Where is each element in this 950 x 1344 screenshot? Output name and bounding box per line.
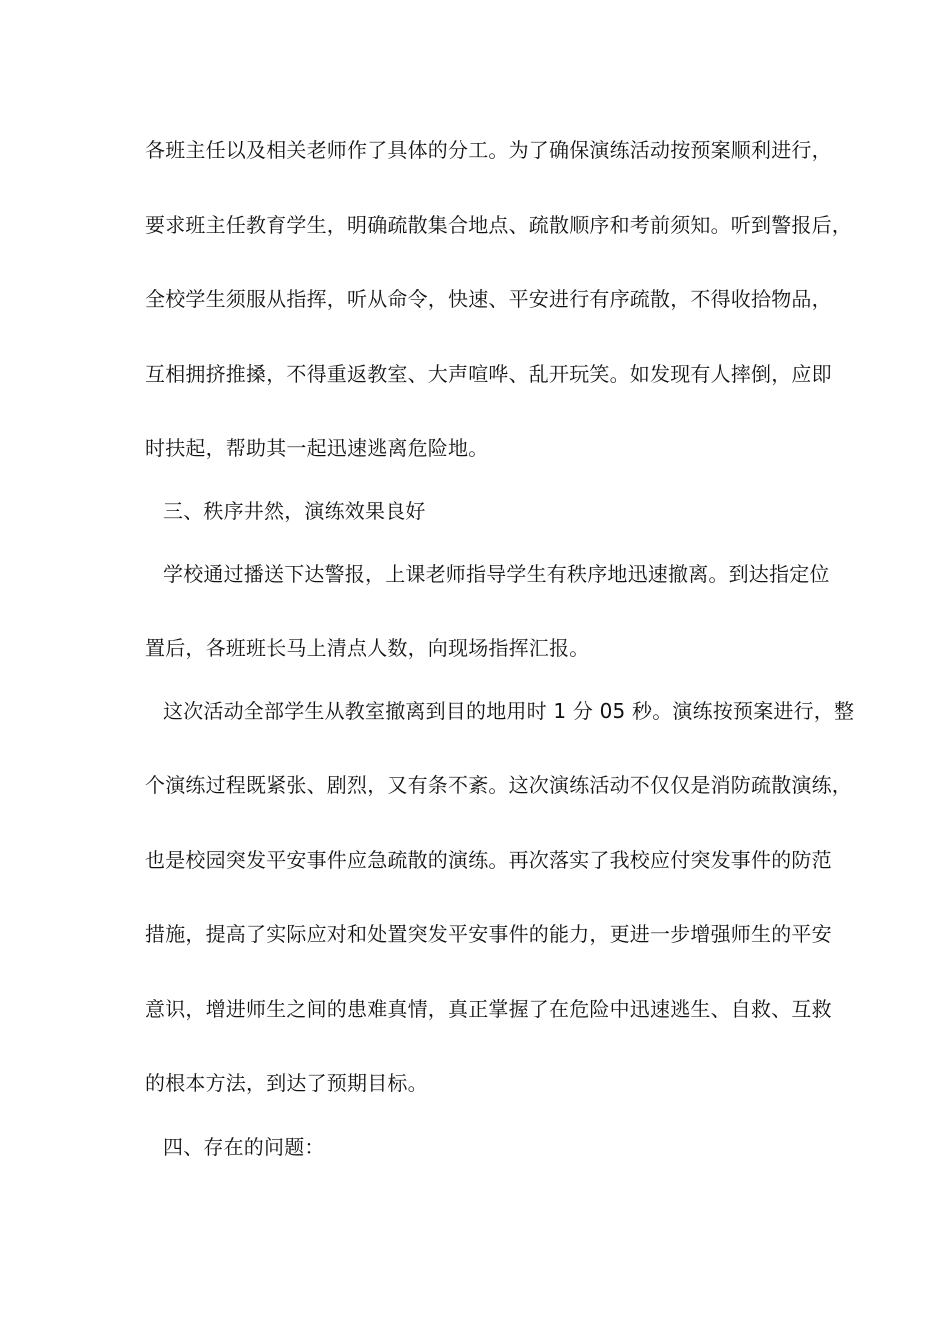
paragraph-line: 置后，各班班长马上清点人数，向现场指挥汇报。	[145, 636, 590, 660]
paragraph-line: 这次活动全部学生从教室撤离到目的地用时 1 分 05 秒。演练按预案进行，整	[163, 699, 855, 723]
paragraph-line: 要求班主任教育学生，明确疏散集合地点、疏散顺序和考前须知。听到警报后，	[145, 213, 852, 237]
paragraph-line: 学校通过播送下达警报，上课老师指导学生有秩序地迅速撤离。到达指定位	[163, 562, 830, 586]
section-heading: 四、存在的问题：	[163, 1135, 325, 1159]
section-heading: 三、秩序井然，演练效果良好	[163, 499, 426, 523]
paragraph-line: 措施，提高了实际应对和处置突发平安事件的能力，更进一步增强师生的平安	[145, 922, 832, 946]
paragraph-line: 意识，增进师生之间的患难真情，真正掌握了在危险中迅速逃生、自救、互救	[145, 997, 832, 1021]
paragraph-line: 互相拥挤推搡，不得重返教室、大声喧哗、乱开玩笑。如发现有人摔倒，应即	[145, 362, 832, 386]
paragraph-line: 也是校园突发平安事件应急疏散的演练。再次落实了我校应付突发事件的防范	[145, 848, 832, 872]
paragraph-line: 各班主任以及相关老师作了具体的分工。为了确保演练活动按预案顺利进行，	[145, 138, 832, 162]
paragraph-line: 时扶起，帮助其一起迅速逃离危险地。	[145, 436, 489, 460]
paragraph-line: 个演练过程既紧张、剧烈，又有条不紊。这次演练活动不仅仅是消防疏散演练，	[145, 773, 852, 797]
paragraph-line: 全校学生须服从指挥，听从命令，快速、平安进行有序疏散，不得收拾物品，	[145, 287, 832, 311]
paragraph-line: 的根本方法，到达了预期目标。	[145, 1071, 428, 1095]
